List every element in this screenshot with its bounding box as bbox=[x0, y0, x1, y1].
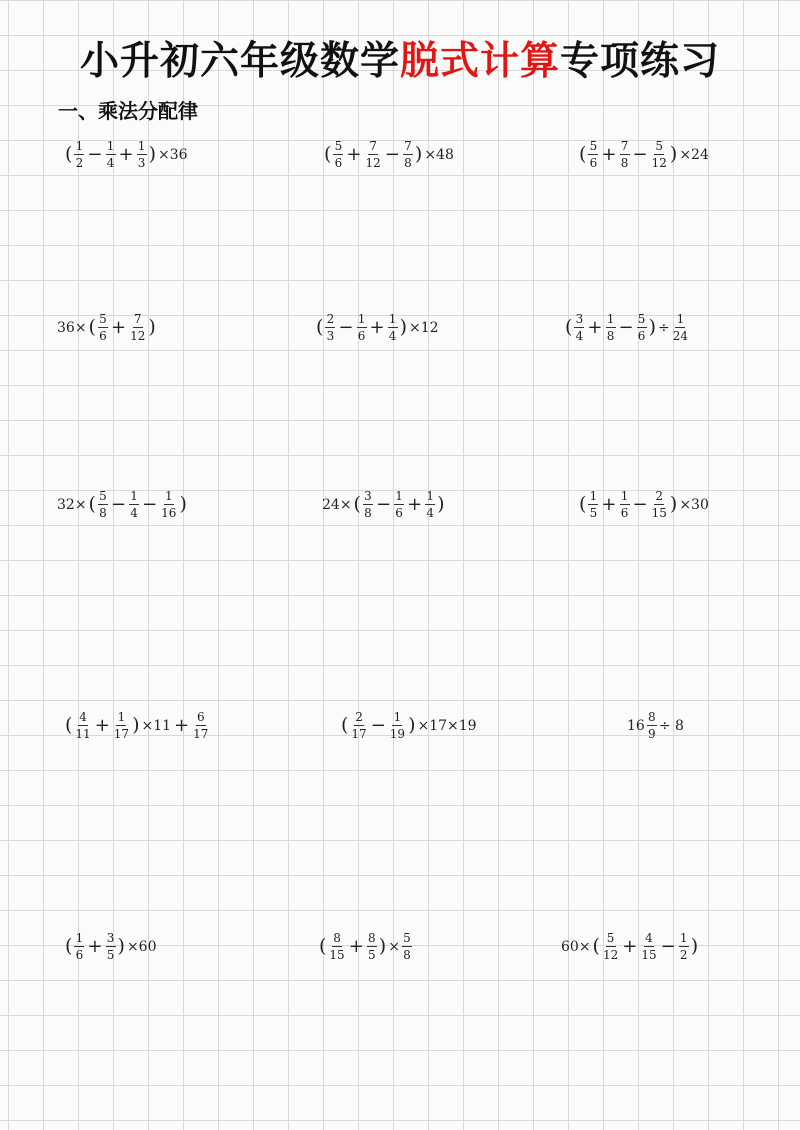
fraction bbox=[588, 490, 598, 519]
problem-5 bbox=[315, 313, 440, 342]
page-title bbox=[0, 30, 800, 86]
fraction bbox=[325, 313, 335, 342]
operator: + bbox=[369, 317, 385, 338]
operator: + bbox=[174, 715, 190, 736]
problem-1 bbox=[64, 140, 189, 169]
parenthesis: ) bbox=[179, 493, 187, 515]
problem-6 bbox=[564, 313, 690, 342]
operator: − bbox=[618, 317, 634, 338]
expression-text: 36× bbox=[57, 319, 87, 336]
fraction-numerator: 5 bbox=[99, 489, 107, 503]
fraction-numerator: 5 bbox=[606, 931, 615, 945]
operator: + bbox=[94, 715, 110, 736]
fraction bbox=[640, 932, 657, 961]
operator: + bbox=[87, 936, 103, 957]
fraction bbox=[367, 932, 377, 961]
parenthesis: ) bbox=[669, 143, 678, 165]
operator: − bbox=[87, 144, 103, 165]
fraction-denominator: 4 bbox=[130, 506, 138, 520]
fraction-numerator: 5 bbox=[99, 312, 107, 326]
fraction bbox=[588, 140, 598, 169]
problem-7 bbox=[56, 490, 188, 519]
fraction-numerator: 1 bbox=[606, 312, 615, 326]
fraction bbox=[647, 711, 657, 740]
fraction bbox=[365, 140, 382, 169]
parenthesis: ) bbox=[117, 935, 125, 957]
operator: + bbox=[348, 936, 364, 957]
fraction-numerator: 1 bbox=[106, 139, 115, 153]
fraction-numerator: 8 bbox=[648, 710, 656, 724]
operator: + bbox=[110, 317, 127, 338]
fraction-denominator: 16 bbox=[161, 506, 177, 520]
fraction-numerator: 1 bbox=[75, 931, 84, 945]
parenthesis: ( bbox=[88, 493, 96, 515]
parenthesis: ( bbox=[353, 493, 361, 515]
parenthesis: ( bbox=[316, 316, 324, 338]
fraction-numerator: 1 bbox=[620, 489, 629, 503]
expression-text: ×12 bbox=[409, 319, 439, 336]
fraction-denominator: 6 bbox=[637, 329, 646, 343]
fraction-numerator: 4 bbox=[645, 931, 653, 945]
operator: − bbox=[375, 494, 392, 515]
fraction bbox=[402, 932, 412, 961]
fraction bbox=[106, 932, 116, 961]
fraction bbox=[388, 313, 398, 342]
fraction-numerator: 1 bbox=[130, 489, 138, 503]
fraction-numerator: 5 bbox=[655, 139, 664, 153]
fraction-numerator: 1 bbox=[395, 489, 403, 503]
problem-2 bbox=[323, 140, 455, 169]
fraction-denominator: 9 bbox=[648, 727, 656, 741]
fraction bbox=[403, 140, 413, 169]
fraction bbox=[363, 490, 373, 519]
operator: + bbox=[118, 144, 134, 165]
fraction bbox=[672, 313, 689, 342]
fraction-denominator: 12 bbox=[602, 948, 619, 962]
fraction-numerator: 6 bbox=[196, 710, 205, 724]
fraction-numerator: 1 bbox=[388, 312, 397, 326]
parenthesis: ) bbox=[437, 493, 445, 515]
parenthesis: ( bbox=[65, 935, 73, 957]
operator: + bbox=[601, 494, 617, 515]
fraction-numerator: 2 bbox=[326, 312, 335, 326]
fraction bbox=[651, 140, 668, 169]
fraction-denominator: 6 bbox=[395, 506, 403, 520]
problem-14 bbox=[318, 932, 413, 961]
operator: − bbox=[142, 494, 158, 515]
fraction bbox=[574, 313, 584, 342]
operator: − bbox=[632, 144, 648, 165]
fraction-denominator: 2 bbox=[679, 948, 688, 962]
fraction bbox=[620, 140, 630, 169]
operator: + bbox=[346, 144, 362, 165]
title-part-2-highlight: 脱式计算 bbox=[399, 39, 560, 84]
fraction bbox=[98, 490, 108, 519]
fraction bbox=[113, 711, 130, 740]
fraction-numerator: 7 bbox=[620, 139, 629, 153]
fraction-denominator: 6 bbox=[75, 948, 84, 962]
problem-3 bbox=[578, 140, 710, 169]
fraction bbox=[106, 140, 116, 169]
fraction bbox=[74, 932, 84, 961]
title-part-1: 小升初六年级数学 bbox=[79, 39, 400, 84]
fraction-denominator: 5 bbox=[367, 948, 376, 962]
fraction-denominator: 17 bbox=[351, 727, 367, 741]
fraction-numerator: 1 bbox=[164, 489, 173, 503]
fraction-denominator: 3 bbox=[326, 329, 335, 343]
fraction-numerator: 1 bbox=[426, 489, 434, 503]
fraction-numerator: 1 bbox=[357, 312, 366, 326]
operator: − bbox=[370, 715, 386, 736]
parenthesis: ) bbox=[408, 714, 416, 736]
fraction bbox=[620, 490, 630, 519]
parenthesis: ) bbox=[148, 316, 156, 338]
fraction-denominator: 11 bbox=[75, 727, 91, 741]
fraction-numerator: 3 bbox=[364, 489, 372, 503]
fraction bbox=[602, 932, 619, 961]
fraction-denominator: 19 bbox=[389, 727, 406, 741]
fraction-numerator: 5 bbox=[589, 139, 598, 153]
problem-13 bbox=[64, 932, 157, 961]
fraction-numerator: 1 bbox=[393, 710, 402, 724]
operator: − bbox=[384, 144, 400, 165]
parenthesis: ) bbox=[132, 714, 140, 736]
section-heading: 一、乘法分配律 bbox=[58, 99, 198, 123]
fraction-denominator: 6 bbox=[334, 156, 343, 170]
expression-text: ×48 bbox=[424, 146, 454, 163]
problem-11 bbox=[340, 711, 478, 740]
fraction-denominator: 8 bbox=[404, 156, 412, 170]
expression-text: ×24 bbox=[679, 146, 709, 163]
fraction bbox=[192, 711, 209, 740]
fraction bbox=[74, 711, 91, 740]
title-part-3: 专项练习 bbox=[560, 39, 721, 84]
parenthesis: ) bbox=[648, 316, 657, 338]
fraction-denominator: 8 bbox=[99, 506, 107, 520]
fraction-denominator: 5 bbox=[106, 948, 115, 962]
parenthesis: ( bbox=[65, 714, 73, 736]
fraction-denominator: 8 bbox=[606, 329, 615, 343]
parenthesis: ( bbox=[319, 935, 327, 957]
fraction-denominator: 6 bbox=[357, 329, 366, 343]
fraction bbox=[333, 140, 343, 169]
fraction-numerator: 3 bbox=[575, 312, 584, 326]
whole-number: 16 bbox=[627, 717, 645, 734]
fraction-denominator: 8 bbox=[364, 506, 372, 520]
expression-text: 24× bbox=[322, 496, 352, 513]
expression-text: ÷ bbox=[658, 319, 670, 336]
fraction bbox=[160, 490, 177, 519]
parenthesis: ( bbox=[592, 935, 600, 957]
parenthesis: ( bbox=[324, 143, 332, 165]
fraction-denominator: 12 bbox=[365, 156, 381, 170]
fraction bbox=[74, 140, 84, 169]
fraction-numerator: 5 bbox=[334, 139, 343, 153]
fraction bbox=[394, 490, 404, 519]
operator: + bbox=[407, 494, 423, 515]
fraction-denominator: 6 bbox=[99, 329, 107, 343]
fraction-numerator: 7 bbox=[404, 139, 412, 153]
parenthesis: ( bbox=[88, 316, 96, 338]
parenthesis: ) bbox=[148, 143, 157, 165]
operator: + bbox=[587, 317, 603, 338]
fraction-denominator: 3 bbox=[137, 156, 146, 170]
problem-12 bbox=[627, 711, 685, 740]
fraction bbox=[425, 490, 435, 519]
fraction-denominator: 4 bbox=[575, 329, 584, 343]
expression-text: 32× bbox=[57, 496, 87, 513]
parenthesis: ( bbox=[579, 493, 587, 515]
operator: − bbox=[660, 936, 676, 957]
operator: − bbox=[338, 317, 354, 338]
fraction-numerator: 7 bbox=[133, 312, 142, 326]
fraction-numerator: 2 bbox=[655, 489, 664, 503]
fraction bbox=[328, 932, 345, 961]
fraction-denominator: 15 bbox=[329, 948, 345, 962]
fraction bbox=[129, 490, 139, 519]
fraction bbox=[679, 932, 689, 961]
expression-text: 60× bbox=[561, 938, 591, 955]
problem-9 bbox=[578, 490, 710, 519]
operator: − bbox=[632, 494, 648, 515]
parenthesis: ( bbox=[565, 316, 573, 338]
expression-text: ÷ 8 bbox=[658, 717, 684, 734]
fraction-denominator: 15 bbox=[641, 948, 657, 962]
fraction bbox=[137, 140, 147, 169]
expression-text: ×60 bbox=[126, 938, 157, 955]
fraction-denominator: 24 bbox=[672, 329, 689, 343]
parenthesis: ) bbox=[669, 493, 678, 515]
parenthesis: ) bbox=[690, 935, 699, 957]
fraction-numerator: 1 bbox=[676, 312, 685, 326]
fraction-numerator: 4 bbox=[79, 710, 87, 724]
fraction-denominator: 2 bbox=[75, 156, 84, 170]
problem-15 bbox=[560, 932, 699, 961]
problem-4 bbox=[56, 313, 157, 342]
problem-10 bbox=[64, 711, 210, 740]
fraction-denominator: 8 bbox=[620, 156, 629, 170]
parenthesis: ) bbox=[399, 316, 408, 338]
parenthesis: ) bbox=[414, 143, 423, 165]
fraction bbox=[606, 313, 616, 342]
expression-text: ×11 bbox=[141, 717, 172, 734]
fraction bbox=[389, 711, 406, 740]
fraction-denominator: 5 bbox=[589, 506, 598, 520]
fraction bbox=[357, 313, 367, 342]
fraction-numerator: 5 bbox=[403, 931, 411, 945]
fraction-numerator: 2 bbox=[355, 710, 363, 724]
fraction-denominator: 17 bbox=[193, 727, 209, 741]
fraction-denominator: 6 bbox=[620, 506, 629, 520]
expression-text: ×30 bbox=[679, 496, 709, 513]
fraction-numerator: 7 bbox=[369, 139, 377, 153]
expression-text: ×17×19 bbox=[417, 717, 477, 734]
fraction bbox=[637, 313, 647, 342]
fraction-numerator: 1 bbox=[137, 139, 146, 153]
parenthesis: ( bbox=[65, 143, 73, 165]
expression-text: × bbox=[388, 938, 400, 955]
problem-8 bbox=[321, 490, 446, 519]
fraction-denominator: 8 bbox=[403, 948, 411, 962]
fraction-denominator: 6 bbox=[589, 156, 598, 170]
operator: + bbox=[622, 936, 638, 957]
operator: + bbox=[601, 144, 617, 165]
fraction-denominator: 4 bbox=[106, 156, 115, 170]
fraction-numerator: 5 bbox=[637, 312, 646, 326]
parenthesis: ( bbox=[579, 143, 587, 165]
parenthesis: ) bbox=[378, 935, 387, 957]
fraction bbox=[350, 711, 367, 740]
fraction-numerator: 3 bbox=[106, 931, 115, 945]
fraction-numerator: 1 bbox=[117, 710, 126, 724]
fraction-numerator: 1 bbox=[589, 489, 598, 503]
fraction-denominator: 15 bbox=[651, 506, 667, 520]
operator: − bbox=[110, 494, 127, 515]
fraction bbox=[129, 313, 146, 342]
fraction-denominator: 4 bbox=[426, 506, 434, 520]
fraction-numerator: 1 bbox=[75, 139, 84, 153]
expression-text: ×36 bbox=[158, 146, 188, 163]
fraction-denominator: 4 bbox=[388, 329, 397, 343]
fraction-numerator: 8 bbox=[367, 931, 376, 945]
fraction-numerator: 8 bbox=[333, 931, 341, 945]
fraction-denominator: 12 bbox=[130, 329, 146, 343]
fraction-numerator: 1 bbox=[679, 931, 688, 945]
parenthesis: ( bbox=[341, 714, 349, 736]
fraction-denominator: 17 bbox=[113, 727, 130, 741]
fraction bbox=[651, 490, 668, 519]
fraction bbox=[98, 313, 108, 342]
fraction-denominator: 12 bbox=[651, 156, 667, 170]
